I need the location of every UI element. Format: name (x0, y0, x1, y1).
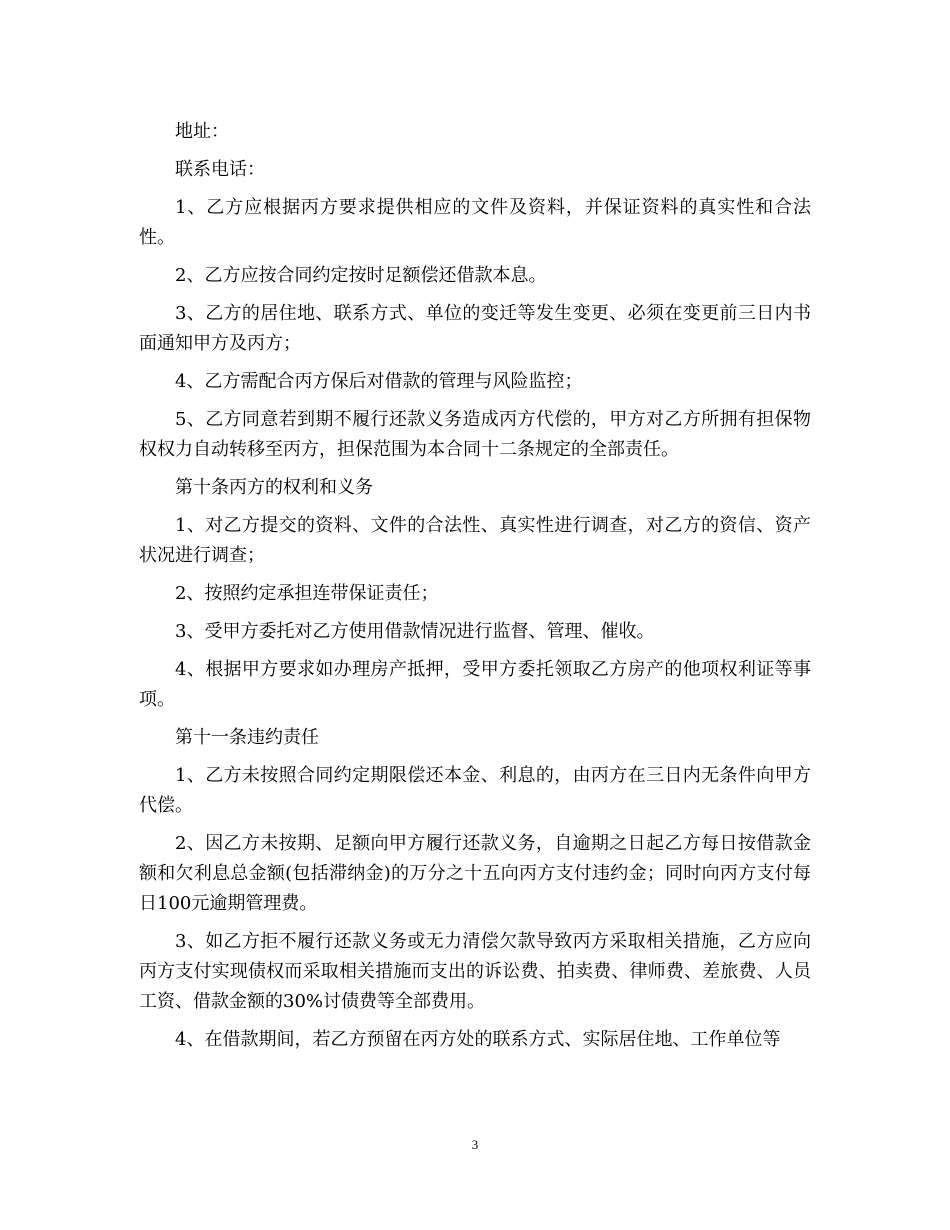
paragraph-clause: 1、乙方应根据丙方要求提供相应的文件及资料，并保证资料的真实性和合法性。 (139, 197, 811, 248)
paragraph-clause: 4、乙方需配合丙方保后对借款的管理与风险监控； (175, 371, 583, 392)
paragraph-clause: 5、乙方同意若到期不履行还款义务造成丙方代偿的，甲方对乙方所拥有担保物权权力自动转移至丙方，担保范围为本合同十二条规定的全部责任。 (139, 409, 811, 460)
paragraph-clause: 1、乙方未按照合同约定期限偿还本金、利息的，由丙方在三日内无条件向甲方代偿。 (139, 765, 811, 816)
paragraph-clause: 3、受甲方委托对乙方使用借款情况进行监督、管理、催收。 (175, 621, 655, 642)
paragraph-address: 地址： (175, 121, 229, 142)
paragraph-phone: 联系电话： (175, 159, 265, 180)
paragraph-clause: 4、在借款期间，若乙方预留在丙方处的联系方式、实际居住地、工作单位等 (175, 1029, 781, 1050)
paragraph-clause: 2、因乙方未按期、足额向甲方履行还款义务，自逾期之日起乙方每日按借款金额和欠利息总金额(包括滞纳金)的万分之十五向丙方支付违约金；同时向丙方支付每日100元逾期管理费。 (139, 833, 811, 914)
paragraph-clause: 4、根据甲方要求如办理房产抵押，受甲方委托领取乙方房产的他项权利证等事项。 (139, 659, 811, 710)
section-heading: 第十条丙方的权利和义务 (175, 477, 373, 498)
paragraph-clause: 2、按照约定承担连带保证责任； (175, 583, 439, 604)
paragraph-clause: 1、对乙方提交的资料、文件的合法性、真实性进行调查，对乙方的资信、资产状况进行调查； (139, 515, 811, 566)
paragraph-clause: 2、乙方应按合同约定按时足额偿还借款本息。 (175, 265, 547, 286)
section-heading: 第十一条违约责任 (175, 727, 319, 748)
document-body (139, 117, 811, 1063)
page-number: 3 (471, 1137, 479, 1152)
paragraph-clause: 3、如乙方拒不履行还款义务或无力清偿欠款导致丙方采取相关措施，乙方应向丙方支付实现债权而采取相关措施而支出的诉讼费、拍卖费、律师费、差旅费、人员工资、借款金额的30%讨债费等全部费用。 (139, 931, 811, 1012)
paragraph-clause: 3、乙方的居住地、联系方式、单位的变迁等发生变更、必须在变更前三日内书面通知甲方及丙方； (139, 303, 811, 354)
